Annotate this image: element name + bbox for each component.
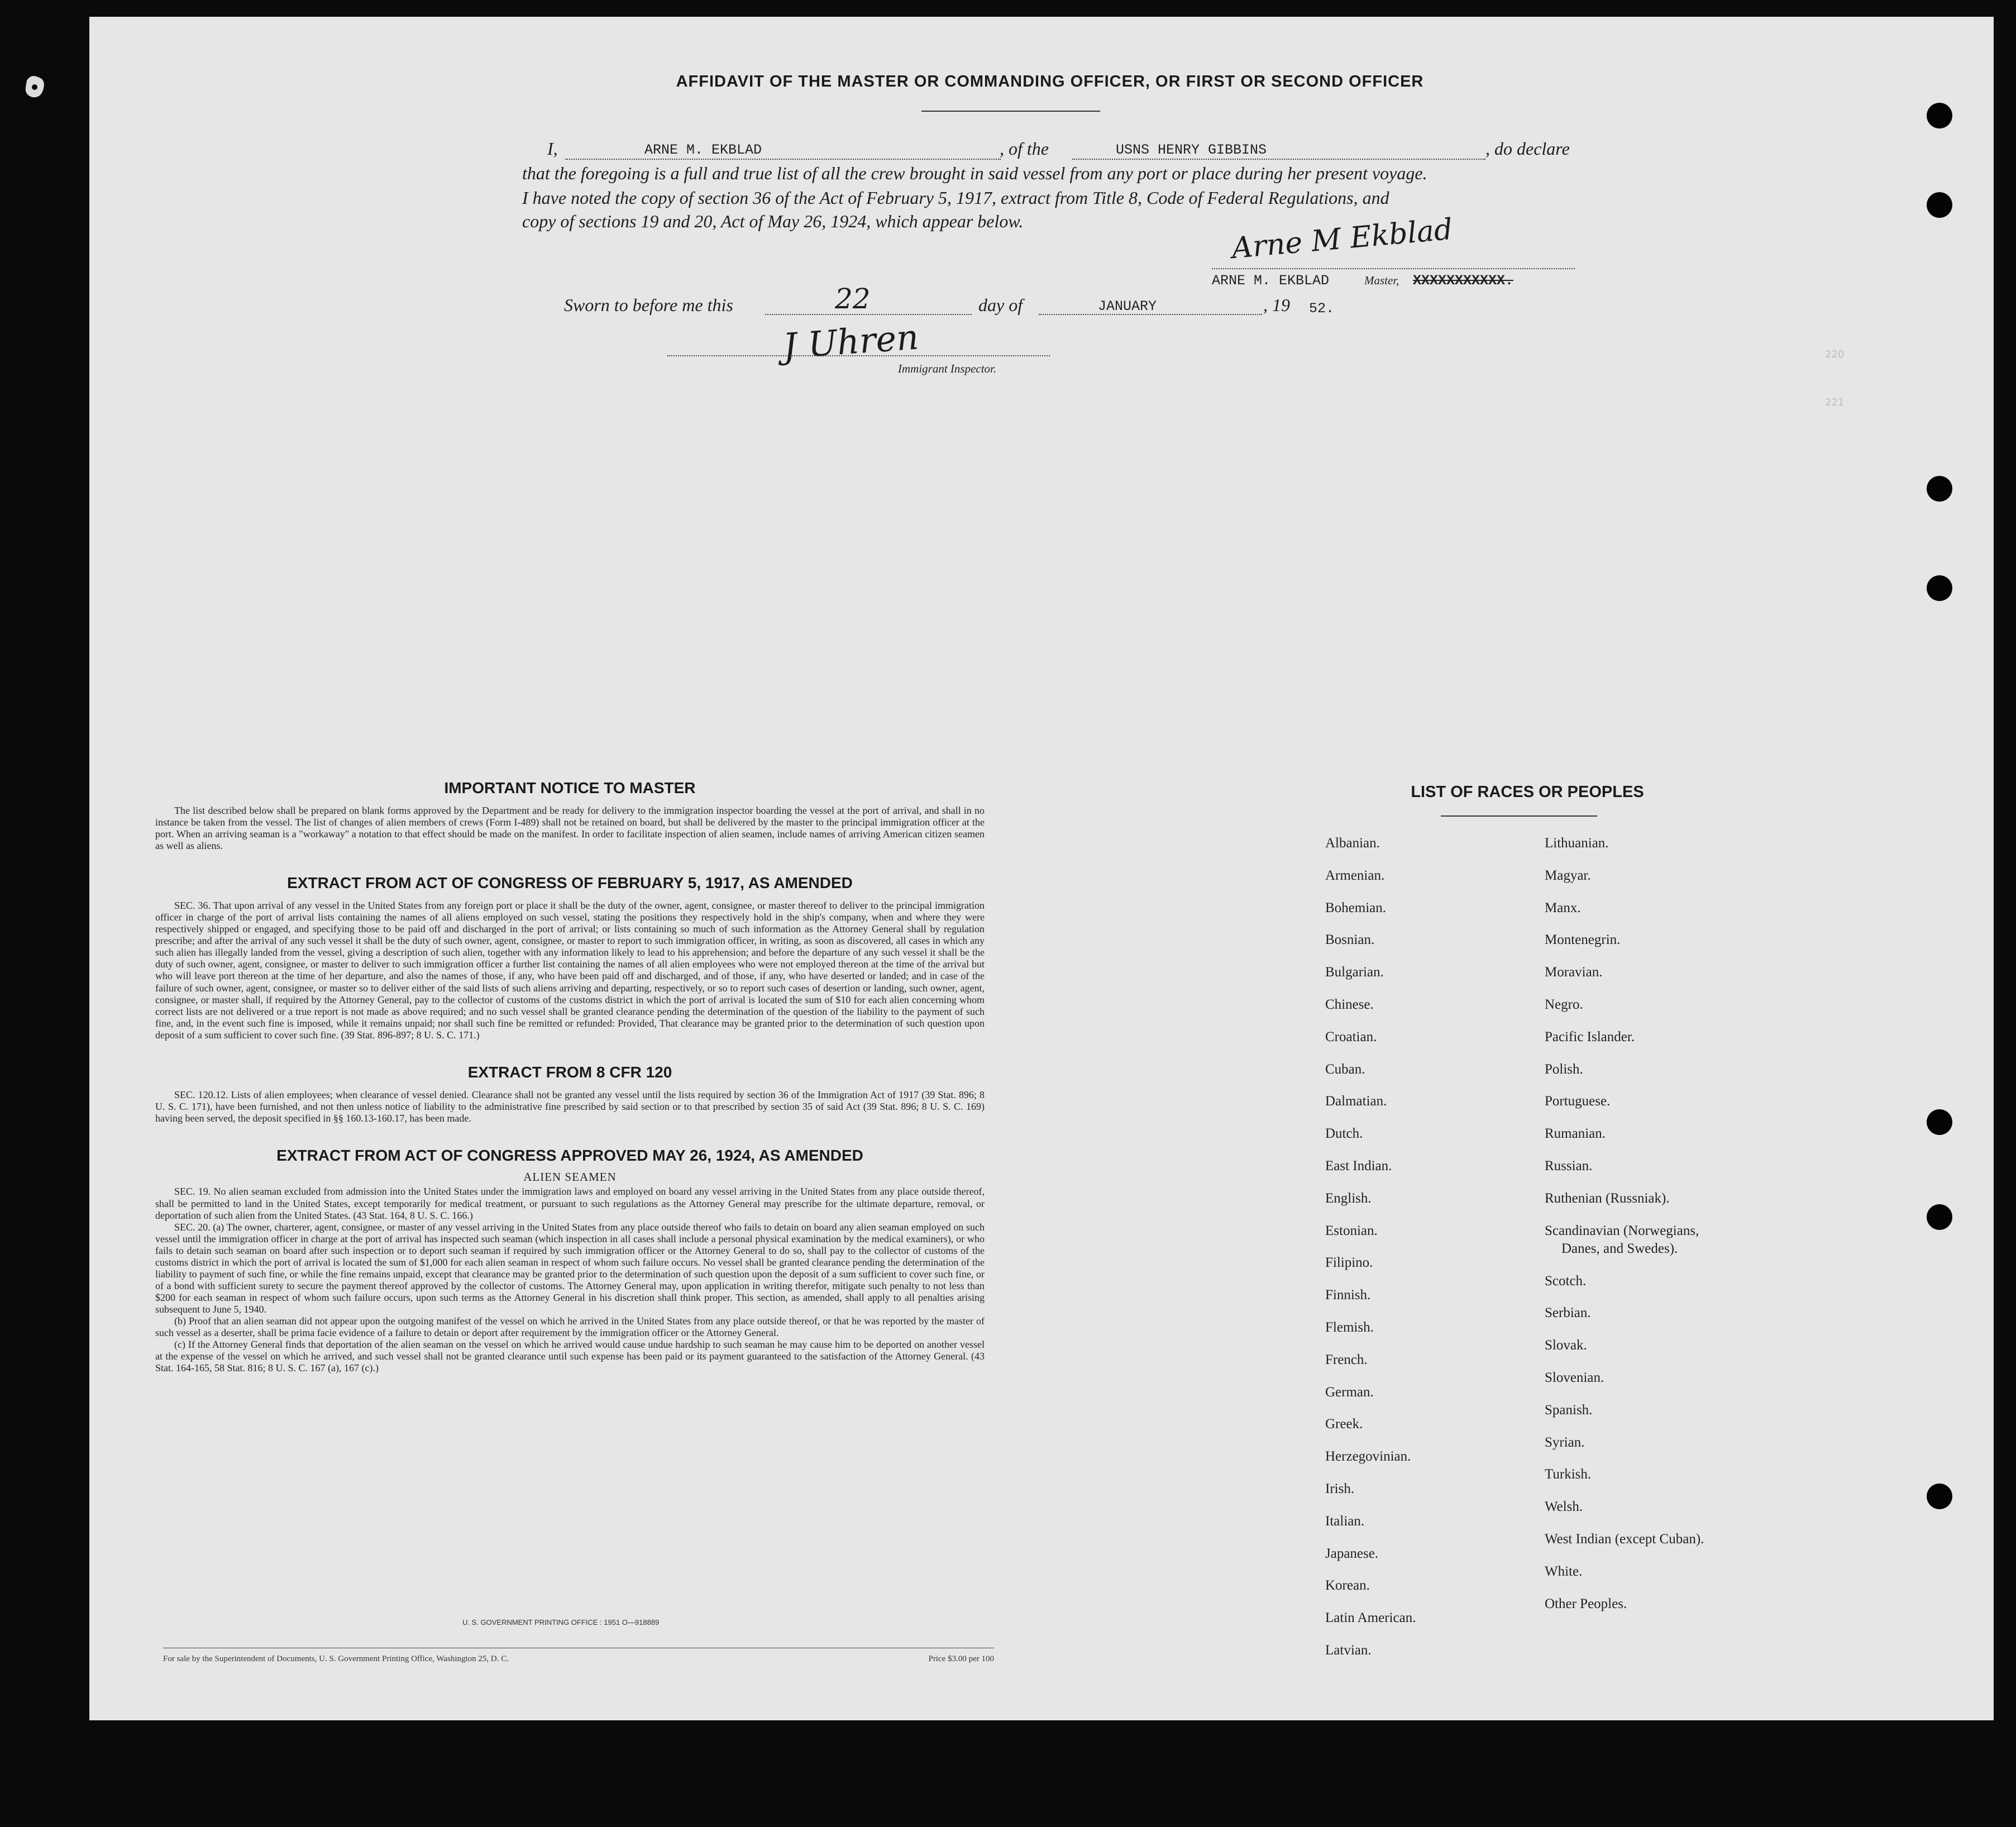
race-item: Negro.: [1545, 997, 1583, 1012]
race-item: Lithuanian.: [1545, 836, 1609, 851]
race-item: Danes, and Swedes).: [1561, 1241, 1678, 1256]
race-item: Korean.: [1325, 1578, 1370, 1594]
extract-cfr-title: EXTRACT FROM 8 CFR 120: [467, 1063, 672, 1081]
race-item: Montenegrin.: [1545, 932, 1621, 948]
race-item: Scotch.: [1545, 1273, 1587, 1289]
race-item: Estonian.: [1325, 1223, 1378, 1238]
year-prefix: , 19: [1263, 295, 1290, 315]
footer-left: For sale by the Superintendent of Documents, U. S. Government Printing Office, Washington 25, D. C.: [163, 1654, 509, 1663]
title-rule: [921, 111, 1100, 112]
extract-cfr-body: SEC. 120.12. Lists of alien employees; when clearance of vessel denied. Clearance shall not be granted any vessel until the lists required by section 36 of the Immigration Act of 1917 (39 Stat. 896; 8 U. S. C. 171), have been furnished, and not then unless notice of liability to the administrative fine prescribed by said section or to that prescribed by section 35 of said Act (39 Stat. 896; 8 U. S. C. 169) having been served, the deposit specified in §§ 160.13-160.17, has been made.: [155, 1089, 985, 1124]
race-item: Pacific Islander.: [1545, 1029, 1635, 1044]
race-item: Dutch.: [1325, 1126, 1363, 1142]
punch-hole: [1927, 103, 1952, 128]
race-item: Japanese.: [1325, 1545, 1379, 1561]
master-typed-name: ARNE M. EKBLAD: [1212, 273, 1330, 289]
race-item: Italian.: [1325, 1513, 1365, 1529]
race-item: Latin American.: [1325, 1610, 1416, 1626]
punch-hole: [1927, 1204, 1952, 1230]
extract-1924-subtitle: ALIEN SEAMEN: [523, 1170, 617, 1184]
extract-1924-sec20b: (b) Proof that an alien seaman did not appear upon the outgoing manifest of the vessel on which he arrived in the United States from any place outside thereof, or that he was reported by the master of such vessel as a deserter, shall be prima facie evidence of a failure to detain or deport after requirement by the immigration officer or the Attorney General.: [155, 1315, 985, 1339]
race-item: Albanian.: [1325, 836, 1380, 851]
footer-right: Price $3.00 per 100: [928, 1654, 994, 1663]
race-item: Scandinavian (Norwegians,: [1545, 1223, 1699, 1238]
race-item: East Indian.: [1325, 1158, 1392, 1174]
punch-hole: [1927, 1483, 1952, 1509]
footer: [163, 1654, 994, 1664]
race-item: Herzegovinian.: [1325, 1449, 1411, 1465]
race-item: Filipino.: [1325, 1255, 1373, 1271]
races-title-rule: [1441, 815, 1597, 817]
race-item: Ruthenian (Russniak).: [1545, 1190, 1670, 1206]
races-title: LIST OF RACES OR PEOPLES: [1411, 783, 1644, 801]
scanner-mark-icon: [21, 73, 49, 104]
race-item: Other Peoples.: [1545, 1596, 1627, 1611]
race-item: Rumanian.: [1545, 1126, 1606, 1142]
struck-role: XXXXXXXXXXX.: [1413, 273, 1514, 289]
race-item: Turkish.: [1545, 1467, 1592, 1482]
affidavit-title: AFFIDAVIT OF THE MASTER OR COMMANDING OFFICER, OR FIRST OR SECOND OFFICER: [676, 73, 1424, 90]
extract-1917-body: SEC. 36. That upon arrival of any vessel in the United States from any foreign port or place it shall be the duty of the owner, agent, consignee, or master thereof to deliver to the principal immigration officer in charge of the port of arrival lists containing the names of all aliens employed on such vessel, stating the positions they respectively hold in the ship's company, when and where they were respectively shipped or engaged, and specifying those to be paid off and discharged in the port of arrival; or lists containing so much of such information as the Attorney General shall by regulation prescribe; and after the arrival of any such vessel it shall be the duty of such owner, agent, consignee, or master to report to such immigration officer, in writing, as soon as discovered, all cases in which any such alien has illegally landed from the vessel, giving a description of such alien, together with any information likely to lead to his apprehension; and before the departure of any such vessel it shall be the duty of such owner, agent, consignee, or master to deliver to such immigration officer a further list containing the names of all alien employees who were not employed thereon at the time of the arrival but who will leave port thereon at the time of her departure, and also the names of those, if any, who have been paid off and discharged, and of those, if any, who have deserted or landed; and in case of the failure of such owner, agent, consignee, or master so to deliver either of the said lists of such aliens arriving and departing, respectively, or so to report such cases of desertion or landing, such owner, agent, consignee, or master shall, if required by the Attorney General, pay to the collector of customs of the customs district in which the port of arrival is located the sum of $10 for each alien concerning whom correct lists are not delivered or a true report is not made as above required; and no such vessel shall be granted clearance pending the determination of the question of the liability to the payment of such fine, and, in the event such fine is imposed, while it remains unpaid; nor shall such fine be remitted or refunded: Provided, That clearance may be granted prior to the determination of such question upon deposit of a sum sufficient to cover such fine. (39 Stat. 896-897; 8 U. S. C. 171.): [155, 900, 985, 1041]
notice-title: IMPORTANT NOTICE TO MASTER: [444, 779, 696, 796]
race-item: French.: [1325, 1352, 1368, 1367]
vessel-name-line: [1072, 159, 1485, 160]
master-signature: Arne M Ekblad: [1230, 212, 1454, 266]
inspector-label: Immigrant Inspector.: [898, 362, 997, 375]
sworn-day: 22: [835, 283, 871, 315]
notice-body: The list described below shall be prepared on blank forms approved by the Department and be ready for delivery to the immigration inspector boarding the vessel at the port of arrival, and shall in no instance be taken from the vessel. The list of changes of alien members of crews (Form I-489) shall not be retained on board, but shall be delivered by the master to the principal immigration officer at the port. When an arriving seaman is a "workaway" a notation to that effect should be made on the manifest. In order to facilitate inspection of alien seamen, include names of arriving American citizen seamen as well as aliens.: [155, 805, 985, 852]
race-item: English.: [1325, 1190, 1372, 1206]
master-signature-line: [1212, 268, 1575, 269]
race-item: Spanish.: [1545, 1402, 1593, 1418]
race-item: Dalmatian.: [1325, 1094, 1387, 1109]
do-declare-label: , do declare: [1485, 139, 1570, 159]
race-item: Cuban.: [1325, 1061, 1365, 1077]
race-item: Chinese.: [1325, 997, 1374, 1012]
extract-1924-title: EXTRACT FROM ACT OF CONGRESS APPROVED MAY 26, 1924, AS AMENDED: [276, 1146, 863, 1164]
race-item: Finnish.: [1325, 1287, 1371, 1303]
race-item: Magyar.: [1545, 867, 1591, 883]
race-item: Slovenian.: [1545, 1370, 1604, 1385]
punch-hole: [1927, 575, 1952, 601]
race-item: Bosnian.: [1325, 932, 1375, 948]
race-item: Bohemian.: [1325, 900, 1387, 915]
race-item: Portuguese.: [1545, 1094, 1611, 1109]
bleed-mark: 220: [1825, 349, 1845, 360]
race-item: Bulgarian.: [1325, 965, 1384, 980]
race-item: Latvian.: [1325, 1643, 1372, 1658]
inspector-signature-line: [667, 355, 1050, 356]
sworn-year: 52.: [1309, 300, 1335, 317]
race-item: West Indian (except Cuban).: [1545, 1532, 1704, 1547]
sworn-label: Sworn to before me this: [564, 295, 733, 315]
printer-line: U. S. GOVERNMENT PRINTING OFFICE : 1951 O—918889: [462, 1618, 660, 1626]
extract-1924-sec20a: SEC. 20. (a) The owner, charterer, agent, consignee, or master of any vessel arriving in the United States from any place outside thereof who fails to detain on board any alien seaman employed on such vessel until the immigration officer in charge at the port of arrival has inspected such seaman (which inspection in all cases shall include a personal physical examination by the medical examiners), or who fails to detain such seaman on board after such inspection or to deport such seaman if required by such immigration officer or the Attorney General to do so, shall pay to the collector of customs of the customs district in which the port of arrival is located the sum of $1,000 for each alien seaman in respect of whom such failure occurs. No vessel shall be granted clearance pending the determination of the liability to payment of such fine, or while the fine remains unpaid, except that clearance may be granted prior to the determination of such question upon the deposit of a sum sufficient to cover such fine, or of a bond with sufficient surety to secure the payment thereof approved by the collector of customs. The Attorney General may, upon application in writing therefor, mitigate such penalty to not less than $200 for each seaman in respect of whom such failure occurs, upon such terms as the Attorney General in his discretion shall think proper. This section, as amended, shall apply to all penalties arising subsequent to June 5, 1940.: [155, 1221, 985, 1315]
bleed-mark: 221: [1825, 397, 1845, 408]
race-item: Flemish.: [1325, 1320, 1374, 1335]
affidavit-body-line3: copy of sections 19 and 20, Act of May 26, 1924, which appear below.: [522, 211, 1024, 231]
race-item: Slovak.: [1545, 1338, 1587, 1353]
vessel-name: USNS HENRY GIBBINS: [1116, 142, 1267, 158]
notice-column: [155, 779, 985, 1374]
extract-1917-title: EXTRACT FROM ACT OF CONGRESS OF FEBRUARY 5, 1917, AS AMENDED: [287, 874, 853, 892]
inspector-signature: J Uhren: [781, 316, 920, 367]
declarant-name: ARNE M. EKBLAD: [644, 142, 762, 158]
of-the-label: , of the: [1000, 139, 1049, 159]
race-item: Serbian.: [1545, 1305, 1591, 1321]
affidavit-body-line1: that the foregoing is a full and true list of all the crew brought in said vessel from any port or place during her present voyage.: [522, 163, 1427, 183]
race-item: Polish.: [1545, 1061, 1583, 1077]
i-label: I,: [547, 139, 558, 159]
race-item: German.: [1325, 1384, 1374, 1400]
race-item: White.: [1545, 1563, 1583, 1579]
affidavit-body-line2: I have noted the copy of section 36 of the Act of February 5, 1917, extract from Title 8, Code of Federal Regulations, and: [522, 188, 1389, 208]
race-item: Irish.: [1325, 1481, 1355, 1496]
race-item: Manx.: [1545, 900, 1581, 915]
master-role: Master,: [1364, 274, 1399, 287]
declarant-name-line: [565, 159, 1001, 160]
race-item: Moravian.: [1545, 965, 1603, 980]
race-item: Welsh.: [1545, 1499, 1583, 1515]
punch-hole: [1927, 476, 1952, 502]
punch-hole: [1927, 1109, 1952, 1135]
race-item: Armenian.: [1325, 867, 1385, 883]
race-item: Greek.: [1325, 1416, 1363, 1432]
punch-hole: [1927, 192, 1952, 218]
sworn-month: JANUARY: [1098, 298, 1157, 314]
extract-1924-sec20c: (c) If the Attorney General finds that deportation of the alien seaman on the vessel on which he arrived would cause undue hardship to such seaman he may cause him to be deported on another vessel at the expense of the vessel on which he arrived, and such vessel shall not be granted clearance until such expense has been paid or its payment guaranteed to the satisfaction of the Attorney General. (43 Stat. 164-165, 58 Stat. 816; 8 U. S. C. 167 (a), 167 (c).): [155, 1339, 985, 1374]
race-item: Syrian.: [1545, 1434, 1585, 1450]
race-item: Croatian.: [1325, 1029, 1377, 1044]
race-item: Russian.: [1545, 1158, 1593, 1174]
day-of-label: day of: [978, 295, 1023, 315]
extract-1924-sec19: SEC. 19. No alien seaman excluded from admission into the United States under the immigration laws and employed on board any vessel arriving in the United States from any place outside thereof, shall be permitted to land in the United States, except temporarily for medical treatment, or pursuant to such regulations as the Attorney General may prescribe for the ultimate departure, removal, or deportation of such alien from the United States. (43 Stat. 164, 8 U. S. C. 166.): [155, 1186, 985, 1221]
